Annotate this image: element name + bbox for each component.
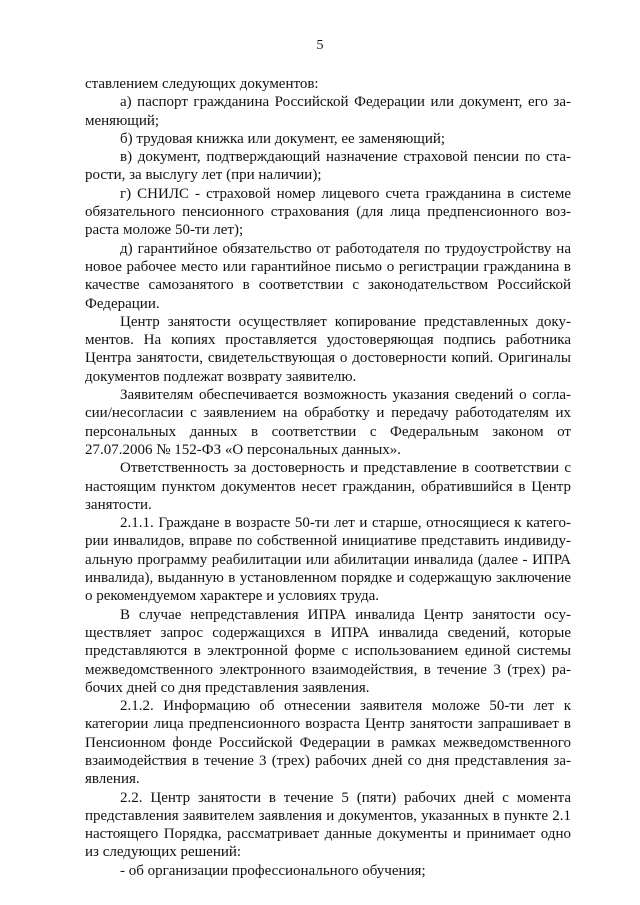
paragraph: В случае непредставления ИПРА инвалида Центр занятости осуществляет запрос содержащихся в ИПРА инвалида сведений, которые представляются в электронной форме с использованием единой системы межведомственного электронного взаимодействия, в течение 3 (трех) рабочих дней со дня представления заявления. — [85, 606, 571, 696]
list-item-workbook: б) трудовая книжка или документ, ее заменяющий; — [120, 130, 446, 147]
paragraph: Ответственность за достоверность и представление в соответствии с настоящим пунктом документов несет гражданин, обратившийся в Центр занятости. — [85, 460, 571, 513]
paragraph: 2.2. Центр занятости в течение 5 (пяти) рабочих дней с момента представления заявителем заявления и документов, указанных в пункте 2.1 настоящего Порядка, рассматривает данные документы и принимает одно из следующих решений: — [85, 789, 571, 861]
list-item-snils: г) СНИЛС - страховой номер лицевого счета гражданина в системе обязательного пенсионного страхования (для лица предпенсионного возраста моложе 50-ти лет); — [85, 185, 571, 239]
document-body — [85, 75, 571, 880]
list-item-decision: - об организации профессионального обучения; — [120, 862, 426, 879]
paragraph: Заявителям обеспечивается возможность указания сведений о согласии/несогласии с заявлением на обработку и передачу работодателям их персональных данных в соответствии с Федеральным законом от 27.07.2006 № 152-ФЗ «О персональных данных». — [85, 387, 571, 458]
paragraph: 2.1.2. Информацию об отнесении заявителя моложе 50-ти лет к категории лица предпенсионного возраста Центр занятости запрашивает в Пенсионном фонде Российской Федерации в рамках межведомственного взаимодействия в течение 3 (трех) рабочих дней со дня представления заявления. — [85, 698, 571, 788]
page-number: 5 — [316, 38, 324, 53]
paragraph: ставлением следующих документов: — [85, 76, 319, 92]
list-item-guarantee: д) гарантийное обязательство от работодателя по трудоустройству на новое рабочее место или гарантийное письмо о регистрации гражданина в качестве самозанятого в соответствии с законодательством Российской Федерации. — [85, 240, 571, 312]
list-item-pension-document: в) документ, подтверждающий назначение страховой пенсии по старости, за выслугу лет (при наличии); — [85, 149, 571, 184]
paragraph: Центр занятости осуществляет копирование представленных документов. На копиях проставляется удостоверяющая подпись работника Центра занятости, свидетельствующая о достоверности копий. Оригиналы документов подлежат возврату заявителю. — [85, 313, 571, 385]
list-item-passport: а) паспорт гражданина Российской Федерации или документ, его заменяющий; — [85, 94, 571, 129]
paragraph: 2.1.1. Граждане в возрасте 50-ти лет и старше, относящиеся к категории инвалидов, вправе по собственной инициативе представить индивидуальную программу реабилитации или абилитации инвалида (далее - ИПРА инвалида), выданную в установленном порядке и содержащую заключение о рекомендуемом характере и условиях труда. — [85, 515, 571, 605]
